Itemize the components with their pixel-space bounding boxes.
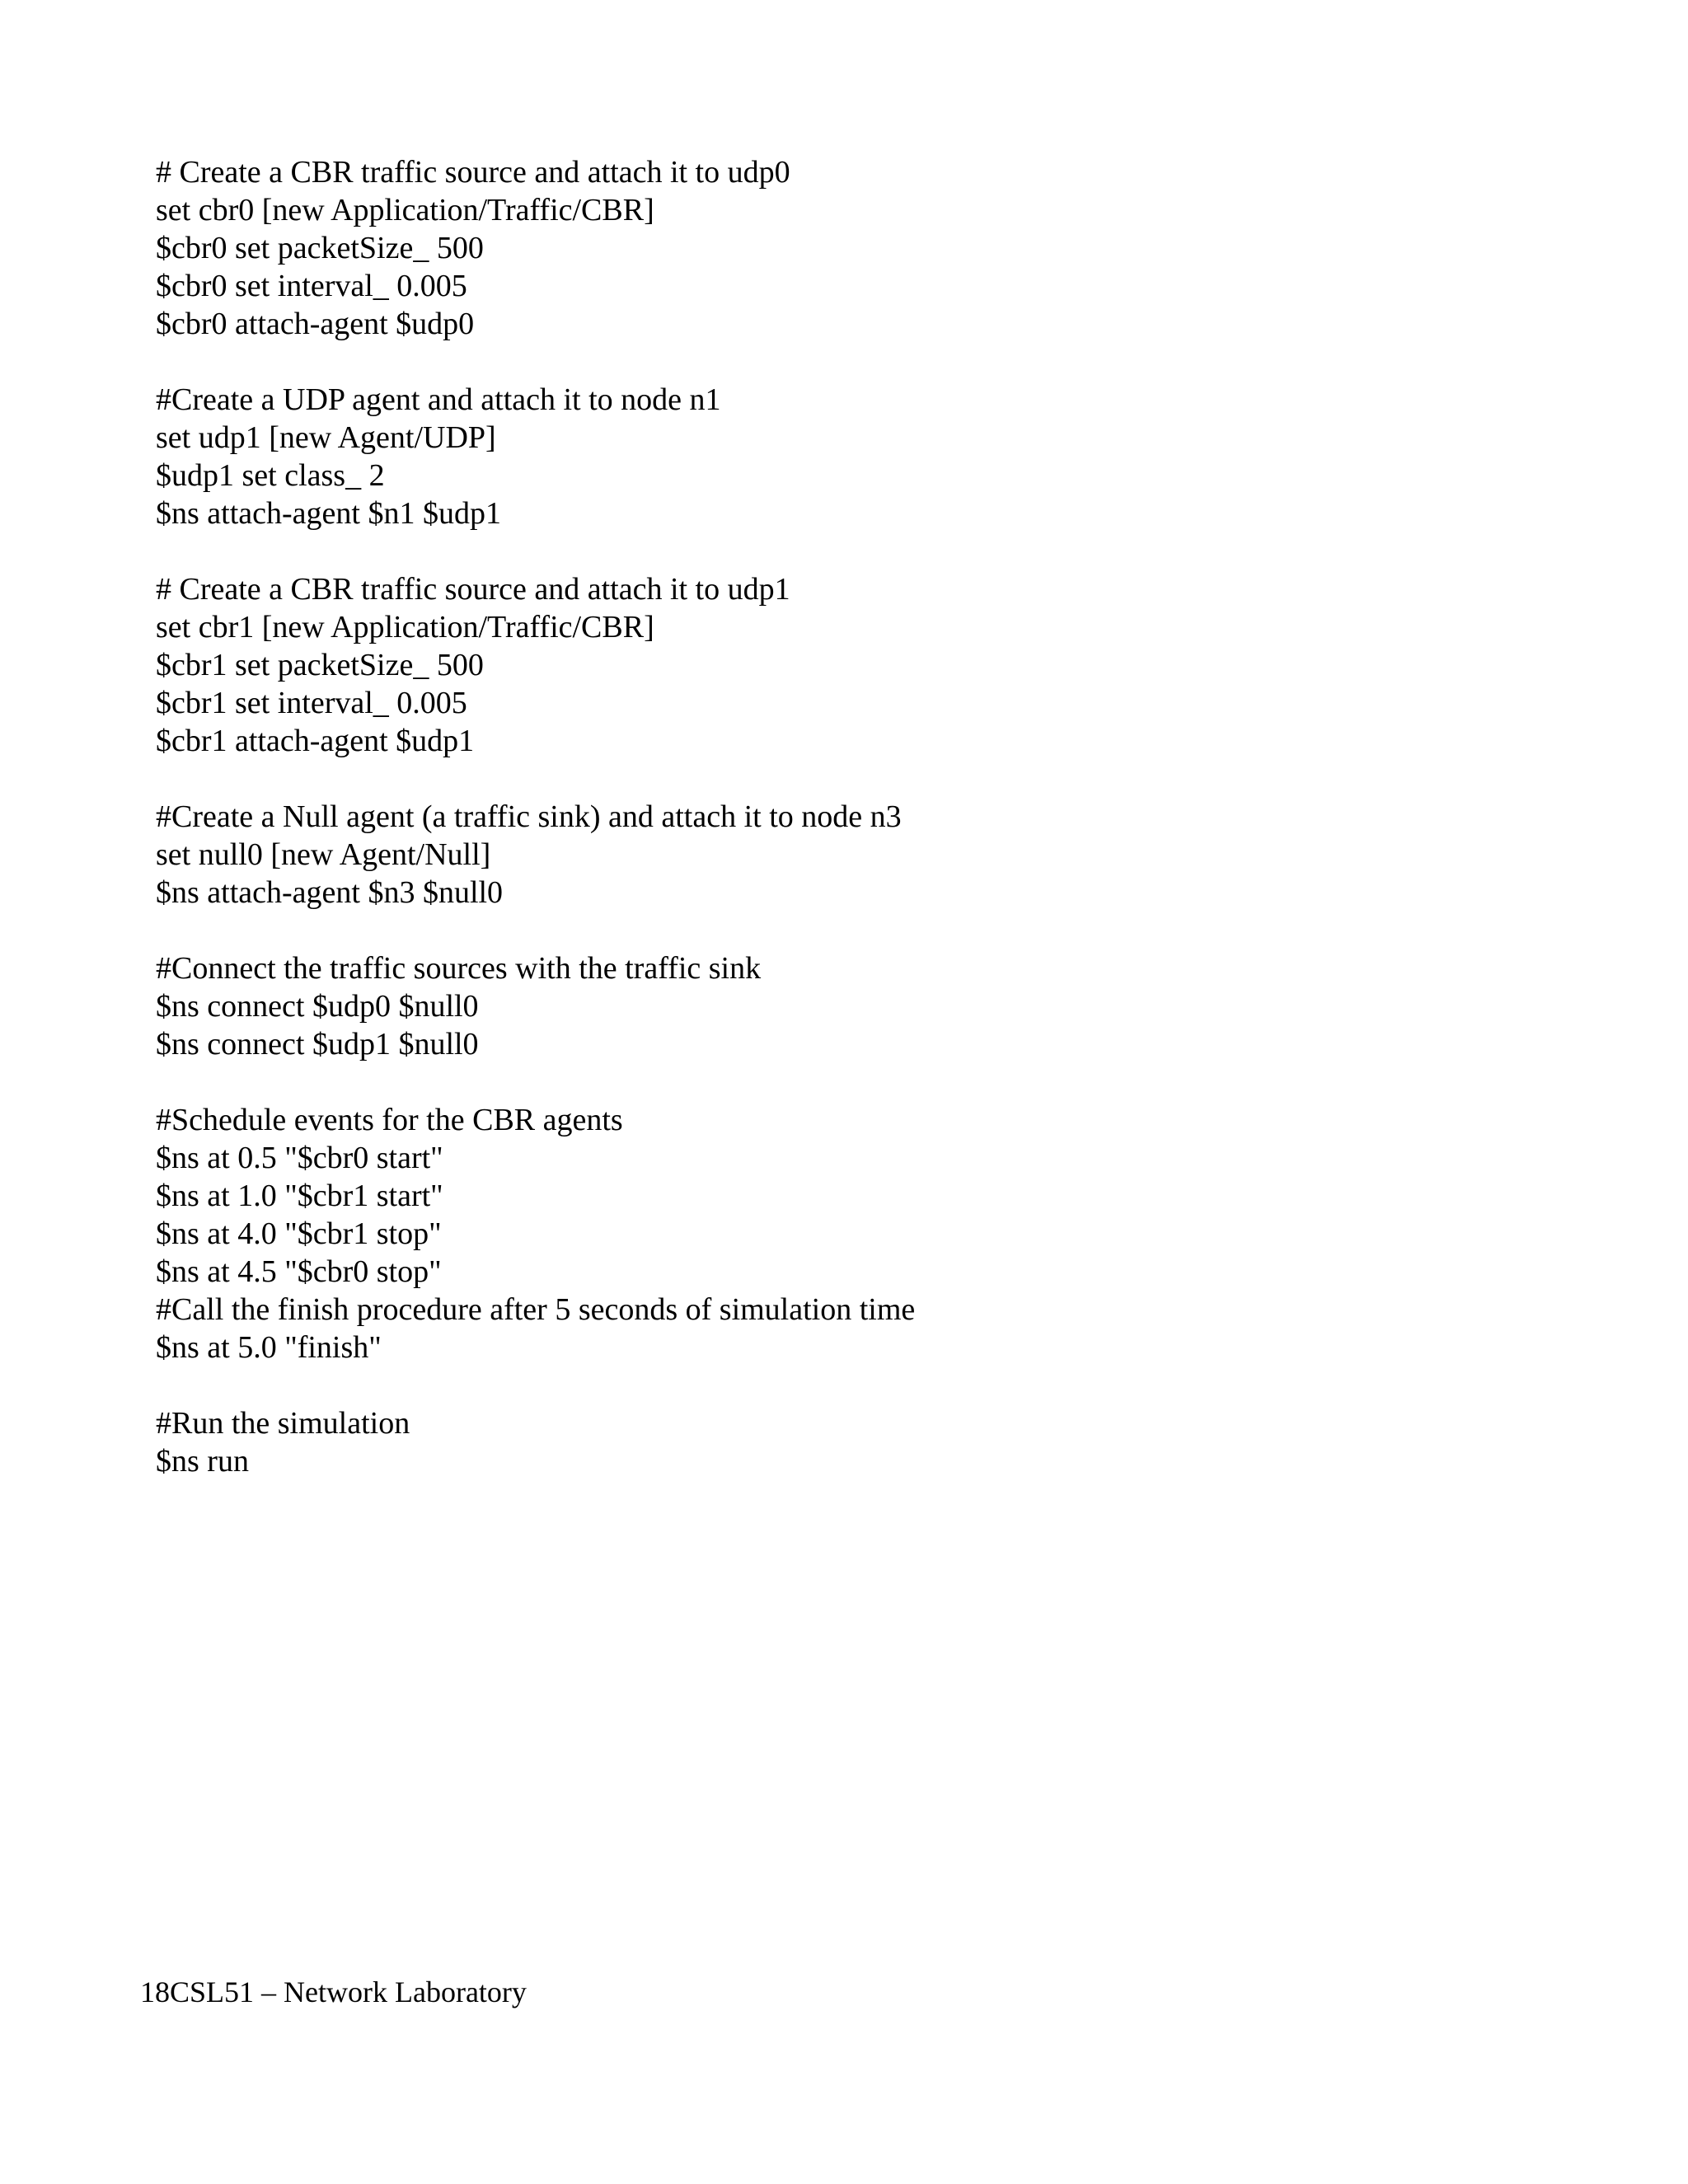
code-line: $cbr0 set interval_ 0.005 xyxy=(156,269,467,303)
page-footer: 18CSL51 – Network Laboratory xyxy=(140,1975,527,2008)
code-line: #Create a UDP agent and attach it to node n1 xyxy=(156,382,721,417)
code-line: $cbr1 set packetSize_ 500 xyxy=(156,648,484,682)
code-line: $ns connect $udp0 $null0 xyxy=(156,989,479,1024)
code-line: $ns at 5.0 "finish" xyxy=(156,1330,382,1365)
code-line: # Create a CBR traffic source and attach it to udp0 xyxy=(156,155,790,190)
code-line: $cbr0 attach-agent $udp0 xyxy=(156,307,475,341)
code-line: $ns at 4.5 "$cbr0 stop" xyxy=(156,1254,442,1289)
code-line: $cbr1 attach-agent $udp1 xyxy=(156,724,475,758)
code-listing xyxy=(156,153,1557,1518)
code-block xyxy=(156,153,1557,343)
code-line: $cbr1 set interval_ 0.005 xyxy=(156,686,467,720)
code-line: $ns attach-agent $n3 $null0 xyxy=(156,875,504,910)
code-line: $ns at 1.0 "$cbr1 start" xyxy=(156,1179,443,1213)
code-line: $ns connect $udp1 $null0 xyxy=(156,1027,479,1062)
code-block xyxy=(156,1101,1557,1366)
code-line: #Create a Null agent (a traffic sink) and attach it to node n3 xyxy=(156,799,902,834)
code-line: $ns attach-agent $n1 $udp1 xyxy=(156,496,501,531)
code-line: #Call the finish procedure after 5 seconds of simulation time xyxy=(156,1292,916,1327)
code-block xyxy=(156,949,1557,1063)
code-line: set null0 [new Agent/Null] xyxy=(156,837,491,872)
code-line: set cbr0 [new Application/Traffic/CBR] xyxy=(156,193,654,227)
code-block xyxy=(156,381,1557,532)
code-line: $udp1 set class_ 2 xyxy=(156,458,385,493)
code-line: $ns at 0.5 "$cbr0 start" xyxy=(156,1141,443,1175)
code-line: #Run the simulation xyxy=(156,1406,410,1441)
code-block xyxy=(156,1404,1557,1480)
code-block xyxy=(156,798,1557,912)
code-line: $cbr0 set packetSize_ 500 xyxy=(156,231,484,265)
code-line: $ns at 4.0 "$cbr1 stop" xyxy=(156,1216,442,1251)
code-line: set udp1 [new Agent/UDP] xyxy=(156,420,496,455)
code-block xyxy=(156,570,1557,760)
code-line: # Create a CBR traffic source and attach it to udp1 xyxy=(156,572,790,607)
code-line: $ns run xyxy=(156,1444,249,1479)
code-line: #Schedule events for the CBR agents xyxy=(156,1103,623,1137)
code-line: set cbr1 [new Application/Traffic/CBR] xyxy=(156,610,654,644)
code-line: #Connect the traffic sources with the traffic sink xyxy=(156,951,762,986)
